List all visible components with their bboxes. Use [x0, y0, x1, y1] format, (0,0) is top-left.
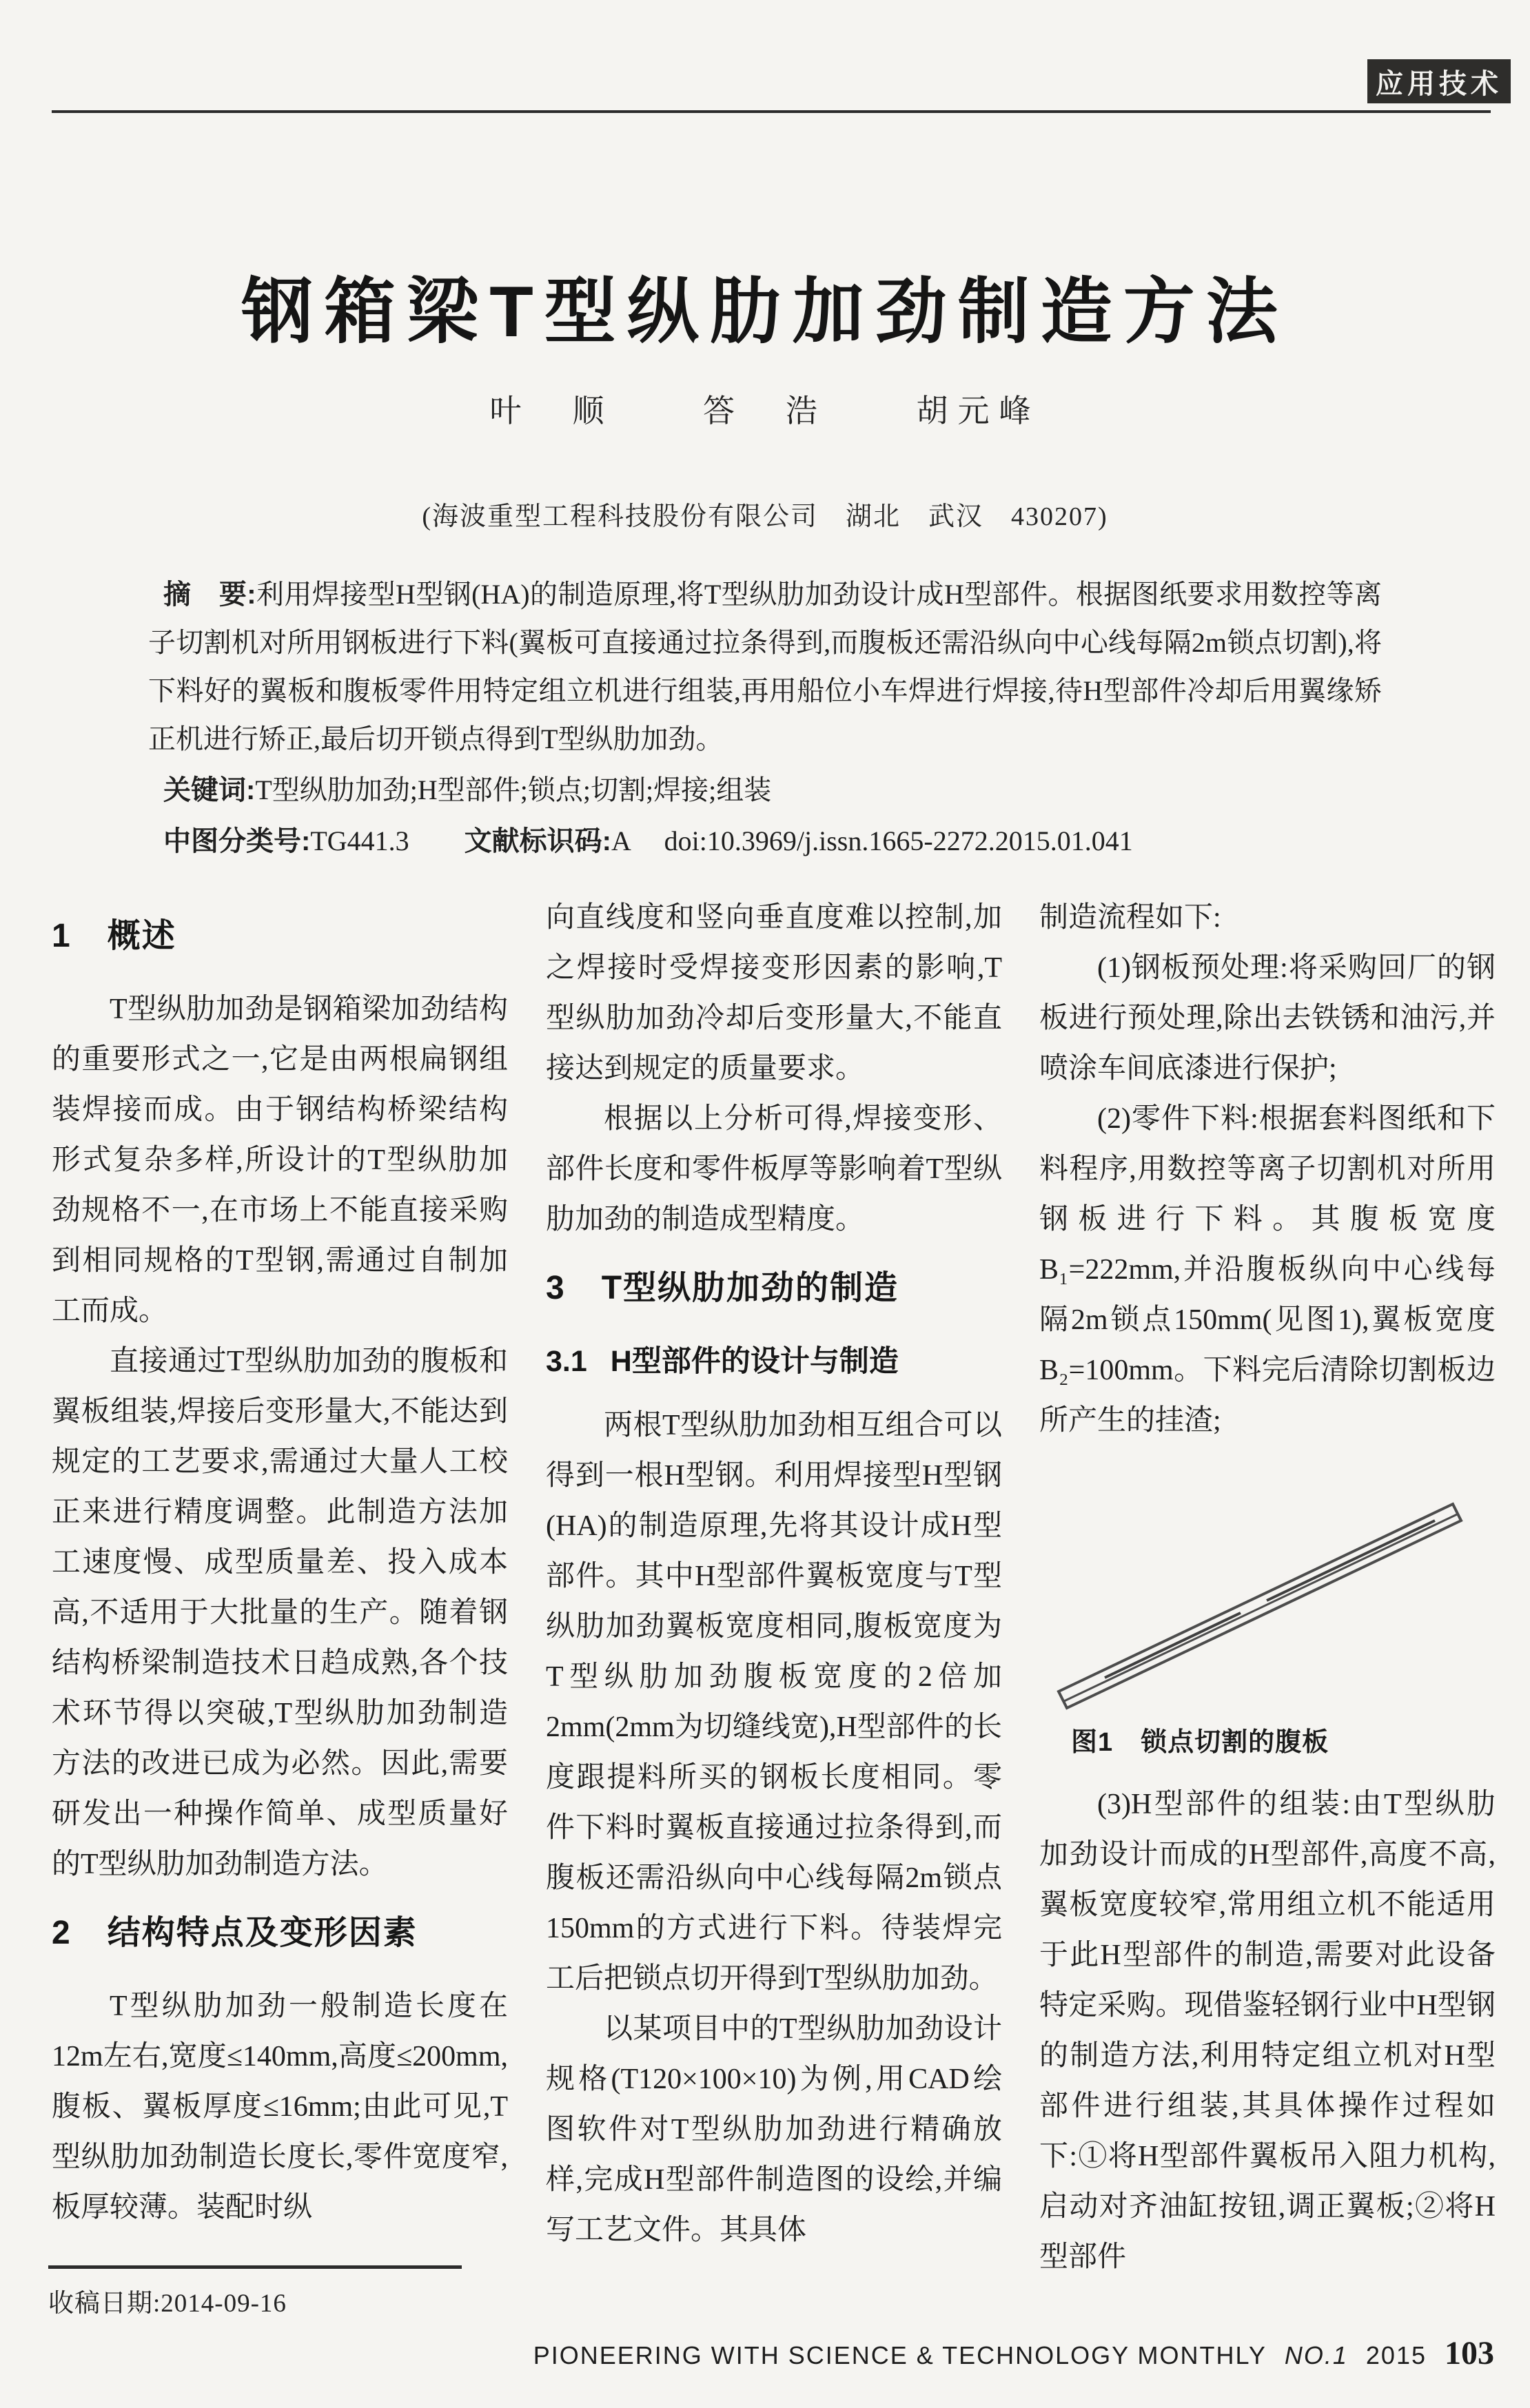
footer-journal-name: PIONEERING WITH SCIENCE & TECHNOLOGY MONTHLY — [533, 2341, 1267, 2369]
doc-code-label: 文献标识码: — [464, 826, 611, 856]
classification-line — [148, 817, 1382, 865]
figure-1-caption — [1071, 1723, 1496, 1762]
figure-1 — [1039, 1464, 1496, 1719]
column-3 — [1039, 893, 1496, 2283]
doi-text: doi:10.3969/j.issn.1665-2272.2015.01.041 — [664, 825, 1133, 856]
page-footer — [533, 2334, 1494, 2372]
author-3: 胡元峰 — [916, 393, 1041, 429]
clc-value: TG441.3 — [310, 825, 409, 856]
paragraph-h-design-2: 以某项目中的T型纵肋加劲设计规格(T120×100×10)为例,用CAD绘图软件对T型纵肋加劲进行精确放样,完成H型部件制造图的设绘,并编写工艺文件。其具体 — [546, 2013, 1002, 2246]
paragraph-structure-1: T型纵肋加劲一般制造长度在12m左右,宽度≤140mm,高度≤200mm,腹板、翼板厚度≤16mm;由此可见,T型纵肋加劲制造长度长,零件宽度窄,板厚较薄。装配时纵 — [52, 1990, 508, 2223]
section-2-title: 结构特点及变形因素 — [107, 1915, 418, 1951]
paragraph-h-design-1: 两根T型纵肋加劲相互组合可以得到一根H型钢。利用焊接型H型钢(HA)的制造原理,先将其设计成H型部件。其中H型部件翼板宽度与T型纵肋加劲翼板宽度相同,腹板宽度为T型纵肋加劲腹板宽度的2倍加2mm(2mm为切缝线宽),H型部件的长度跟提料所买的钢板长度相同。零件下料时翼板直接通过拉条得到,而腹板还需沿纵向中心线每隔2m锁点150mm的方式进行下料。待装焊完工后把锁点切开得到T型纵肋加劲。 — [546, 1410, 1002, 1995]
subsection-3-1-title: H型部件的设计与制造 — [610, 1345, 899, 1378]
footer-year: 2015 — [1365, 2341, 1427, 2369]
paragraph-process-intro: 制造流程如下: — [1039, 902, 1221, 934]
category-badge — [1367, 59, 1511, 103]
paragraph-step-1: (1)钢板预处理:将采购回厂的钢板进行预处理,除出去铁锈和油污,并喷涂车间底漆进行保护; — [1039, 952, 1496, 1084]
column-1 — [52, 893, 508, 2233]
footer-page-number: 103 — [1445, 2335, 1494, 2371]
figure-1-number: 图1 — [1071, 1728, 1114, 1757]
paragraph-step-2: (2)零件下料:根据套料图纸和下料程序,用数控等离子切割机对所用钢板进行下料。其腹板宽度B₁=222mm,并沿腹板纵向中心线每隔2m锁点150mm(见图1),翼板宽度B₂=100mm。下料完后清除切割板边所产生的挂渣; — [1039, 1103, 1496, 1437]
header-rule — [52, 110, 1491, 113]
abstract-block — [148, 570, 1382, 865]
paragraph-overview-1: T型纵肋加劲是钢箱梁加劲结构的重要形式之一,它是由两根扁钢组装焊接而成。由于钢结构桥梁结构形式复杂多样,所设计的T型纵肋加劲规格不一,在市场上不能直接采购到相同规格的T型钢,需通过自制加工而成。 — [52, 994, 508, 1327]
keywords-text: T型纵肋加劲;H型部件;锁点;切割;焊接;组装 — [255, 774, 772, 805]
section-heading-3 — [546, 1263, 1002, 1313]
paragraph-step-3: (3)H型部件的组装:由T型纵肋加劲设计而成的H型部件,高度不高,翼板宽度较窄,常用组立机不能适用于此H型部件的制造,需要对此设备特定采购。现借鉴轻钢行业中H型钢的制造方法,利用特定组立机对H型部件进行组装,其具体操作过程如下:①将H型部件翼板吊入阻力机构,启动对齐油缸按钮,调正翼板;②将H型部件 — [1039, 1789, 1496, 2273]
section-1-number: 1 — [52, 918, 72, 954]
doc-code-value: A — [611, 825, 630, 856]
column-2 — [546, 893, 1002, 2256]
keywords-line — [148, 766, 1382, 814]
paragraph-overview-2: 直接通过T型纵肋加劲的腹板和翼板组装,焊接后变形量大,不能达到规定的工艺要求,需通过大量人工校正来进行精度调整。此制造方法加工速度慢、成型质量差、投入成本高,不适用于大批量的生产。随着钢结构桥梁制造技术日趋成熟,各个技术环节得以突破,T型纵肋加劲制造方法的改进已成为必然。因此,需要研发出一种操作简单、成型质量好的T型纵肋加劲制造方法。 — [52, 1346, 508, 1880]
received-date: 收稿日期:2014-09-16 — [48, 2289, 287, 2318]
authors-line — [0, 386, 1530, 431]
abstract-text: 利用焊接型H型钢(HA)的制造原理,将T型纵肋加劲设计成H型部件。根据图纸要求用数控等离子切割机对所用钢板进行下料(翼板可直接通过拉条得到,而腹板还需沿纵向中心线每隔2m锁点切割),将下料好的翼板和腹板零件用特定组立机进行组装,再用船位小车焊进行焊接,待H型部件冷却后用翼缘矫正机进行矫正,最后切开锁点得到T型纵肋加劲。 — [148, 579, 1382, 754]
paragraph-structure-2: 向直线度和竖向垂直度难以控制,加之焊接时受焊接变形因素的影响,T型纵肋加劲冷却后变形量大,不能直接达到规定的质量要求。 — [546, 902, 1002, 1084]
author-2: 答 浩 — [703, 393, 827, 429]
keywords-label: 关键词: — [163, 775, 256, 805]
author-1: 叶 顺 — [489, 393, 614, 429]
section-1-title: 概述 — [107, 918, 176, 954]
footnote-rule — [48, 2265, 462, 2269]
clc-label: 中图分类号: — [163, 826, 311, 856]
affiliation: (海波重型工程科技股份有限公司 湖北 武汉 430207) — [422, 502, 1108, 531]
abstract-paragraph — [148, 570, 1382, 763]
article-title: 钢箱梁T型纵肋加劲制造方法 — [241, 272, 1289, 352]
section-3-title: T型纵肋加劲的制造 — [601, 1270, 899, 1306]
subsection-heading-3-1 — [546, 1337, 1002, 1387]
section-2-number: 2 — [52, 1915, 72, 1951]
paragraph-analysis: 根据以上分析可得,焊接变形、部件长度和零件板厚等影响着T型纵肋加劲的制造成型精度。 — [546, 1103, 1002, 1235]
web-plate-drawing — [1039, 1464, 1496, 1719]
section-3-number: 3 — [546, 1270, 566, 1306]
category-badge-label: 应用技术 — [1376, 68, 1502, 99]
abstract-label: 摘 要: — [163, 579, 256, 610]
section-heading-1 — [52, 911, 508, 961]
subsection-3-1-number: 3.1 — [546, 1345, 587, 1378]
section-heading-2 — [52, 1908, 508, 1958]
footer-issue: NO.1 — [1284, 2341, 1348, 2369]
figure-1-caption-text: 锁点切割的腹板 — [1141, 1728, 1329, 1757]
